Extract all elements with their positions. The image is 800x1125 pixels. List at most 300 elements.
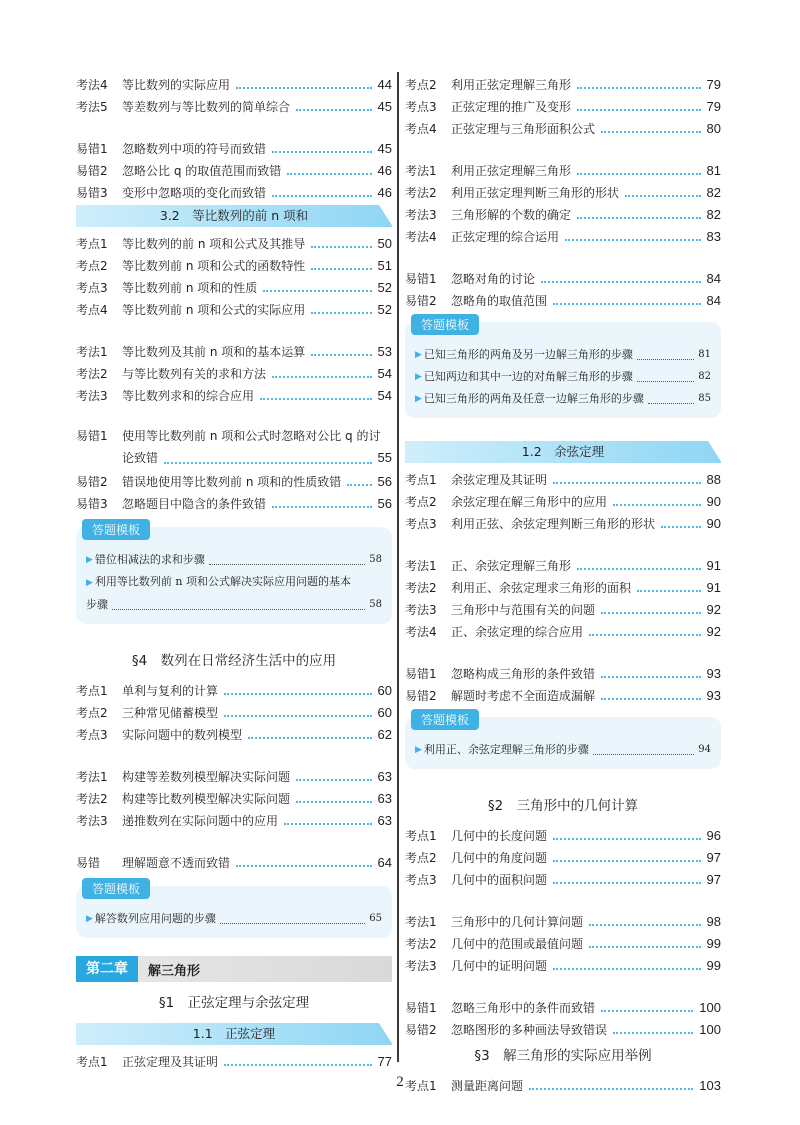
entry-tag: 考点1 bbox=[405, 829, 437, 843]
entry-tag: 考法2 bbox=[405, 937, 437, 951]
entry-tag: 考点1 bbox=[405, 1079, 437, 1093]
toc-entry[interactable] bbox=[405, 661, 721, 683]
entry-tag: 考法1 bbox=[405, 559, 437, 573]
entry-page: 99 bbox=[706, 958, 721, 973]
dot-leader bbox=[577, 217, 701, 219]
dot-leader bbox=[311, 354, 371, 356]
toc-entry[interactable] bbox=[76, 180, 392, 202]
entry-page: 62 bbox=[377, 727, 392, 742]
entry-title: 正、余弦定理解三角形 bbox=[451, 559, 572, 573]
template-item[interactable] bbox=[86, 549, 382, 571]
dot-leader bbox=[553, 482, 701, 484]
toc-entry[interactable] bbox=[405, 266, 721, 288]
entry-tag: 易错1 bbox=[405, 667, 437, 681]
entry-tag: 考法3 bbox=[76, 814, 108, 828]
entry-tag: 易错1 bbox=[76, 429, 108, 443]
answer-template-box bbox=[76, 523, 392, 624]
entry-page: 45 bbox=[377, 99, 392, 114]
entry-title: 利用正弦、余弦定理判断三角形的形状 bbox=[451, 517, 656, 531]
entry-page: 100 bbox=[699, 1022, 721, 1037]
dot-leader bbox=[347, 484, 371, 486]
entry-page: 84 bbox=[706, 293, 721, 308]
entry-tag: 考法1 bbox=[405, 915, 437, 929]
entry-tag: 考法1 bbox=[76, 770, 108, 784]
entry-page: 83 bbox=[706, 229, 721, 244]
dot-leader bbox=[272, 506, 372, 508]
entry-tag: 考法2 bbox=[76, 367, 108, 381]
toc-entry[interactable] bbox=[405, 553, 721, 575]
entry-page: 90 bbox=[706, 516, 721, 531]
section-title: §4 数列在日常经济生活中的应用 bbox=[131, 653, 337, 669]
entry-page: 97 bbox=[706, 850, 721, 865]
template-item[interactable] bbox=[415, 388, 711, 410]
entry-title: 忽略构成三角形的条件致错 bbox=[451, 667, 596, 681]
dot-leader bbox=[553, 860, 701, 862]
entry-page: 46 bbox=[377, 185, 392, 200]
dot-leader bbox=[296, 779, 372, 781]
entry-page: 91 bbox=[706, 580, 721, 595]
template-page: 58 bbox=[369, 599, 382, 610]
entry-title: 单利与复利的计算 bbox=[122, 684, 219, 698]
dot-leader bbox=[637, 359, 694, 360]
toc-entry[interactable] bbox=[76, 1049, 392, 1071]
entry-page: 98 bbox=[706, 914, 721, 929]
toc-entry[interactable] bbox=[405, 467, 721, 489]
template-text: 已知三角形的两角及另一边解三角形的步骤 bbox=[423, 348, 633, 361]
entry-title: 忽略对角的讨论 bbox=[451, 272, 536, 286]
entry-tag: 考法5 bbox=[76, 100, 108, 114]
toc-entry[interactable] bbox=[76, 700, 392, 722]
toc-entry[interactable] bbox=[76, 136, 392, 158]
entry-page: 45 bbox=[377, 141, 392, 156]
entry-title: 解题时考虑不全面造成漏解 bbox=[451, 689, 596, 703]
section-title: §2 三角形中的几何计算 bbox=[487, 798, 639, 814]
dot-leader bbox=[553, 882, 701, 884]
toc-entry[interactable] bbox=[405, 489, 721, 511]
entry-tag: 考法2 bbox=[405, 581, 437, 595]
entry-title: 正弦定理与三角形面积公式 bbox=[451, 122, 596, 136]
dot-leader bbox=[577, 109, 701, 111]
toc-entry[interactable] bbox=[76, 253, 392, 275]
entry-title: 三种常见储蓄模型 bbox=[122, 706, 219, 720]
toc-entry[interactable] bbox=[76, 297, 392, 319]
entry-page: 88 bbox=[706, 472, 721, 487]
entry-title: 测量距离问题 bbox=[451, 1079, 524, 1093]
entry-page: 82 bbox=[706, 207, 721, 222]
entry-title: 三角形中的几何计算问题 bbox=[451, 915, 584, 929]
template-item[interactable] bbox=[415, 739, 711, 761]
entry-tag: 考法3 bbox=[76, 389, 108, 403]
template-text: 解答数列应用问题的步骤 bbox=[94, 912, 216, 925]
entry-page: 55 bbox=[377, 450, 392, 465]
entry-tag: 考点4 bbox=[76, 303, 108, 317]
entry-title: 几何中的面积问题 bbox=[451, 873, 548, 887]
entry-tag: 考点2 bbox=[76, 706, 108, 720]
toc-entry[interactable] bbox=[405, 94, 721, 116]
template-text: 已知三角形的两角及任意一边解三角形的步骤 bbox=[423, 392, 644, 405]
section-bar: 1.2 余弦定理 bbox=[405, 441, 721, 463]
entry-page: 90 bbox=[706, 494, 721, 509]
entry-tag: 考点2 bbox=[76, 259, 108, 273]
answer-template-label: 答题模板 bbox=[82, 878, 150, 899]
entry-page: 64 bbox=[377, 855, 392, 870]
template-text: 利用正、余弦定理解三角形的步骤 bbox=[423, 743, 589, 756]
toc-entry[interactable] bbox=[76, 808, 392, 830]
toc-entry[interactable] bbox=[405, 597, 721, 619]
entry-title: 等比数列及其前 n 项和的基本运算 bbox=[122, 345, 306, 359]
entry-tag: 考法3 bbox=[405, 959, 437, 973]
entry-tag: 考点1 bbox=[76, 237, 108, 251]
dot-leader bbox=[553, 303, 701, 305]
template-page: 65 bbox=[369, 913, 382, 924]
entry-title: 几何中的范围或最值问题 bbox=[451, 937, 584, 951]
entry-page: 60 bbox=[377, 705, 392, 720]
answer-template-label: 答题模板 bbox=[411, 709, 479, 730]
dot-leader bbox=[589, 634, 701, 636]
dot-leader bbox=[220, 923, 365, 924]
dot-leader bbox=[589, 946, 701, 948]
entry-title: 等比数列的前 n 项和公式及其推导 bbox=[122, 237, 306, 251]
entry-tag: 考点2 bbox=[405, 78, 437, 92]
entry-page: 54 bbox=[377, 366, 392, 381]
template-text: 利用等比数列前 n 项和公式解决实际应用问题的基本 bbox=[94, 575, 351, 588]
entry-title: 等比数列前 n 项和公式的实际应用 bbox=[122, 303, 306, 317]
dot-leader bbox=[648, 403, 694, 404]
entry-page: 81 bbox=[706, 163, 721, 178]
dot-leader bbox=[661, 526, 701, 528]
dot-leader bbox=[224, 715, 372, 717]
dot-leader bbox=[236, 87, 372, 89]
section-bar: 1.1 正弦定理 bbox=[76, 1023, 392, 1045]
section-bar: 3.2 等比数列的前 n 项和 bbox=[76, 205, 392, 227]
chapter-name: 解三角形 bbox=[148, 963, 201, 979]
entry-title: 等差数列与等比数列的简单综合 bbox=[122, 100, 291, 114]
entry-tag: 考法2 bbox=[405, 186, 437, 200]
entry-title: 等比数列的实际应用 bbox=[122, 78, 231, 92]
entry-tag: 考点3 bbox=[76, 728, 108, 742]
toc-entry[interactable] bbox=[405, 953, 721, 975]
entry-title: 余弦定理在解三角形中的应用 bbox=[451, 495, 608, 509]
entry-page: 84 bbox=[706, 271, 721, 286]
dot-leader bbox=[577, 568, 701, 570]
entry-title-cont: 论致错 bbox=[122, 451, 159, 465]
entry-page: 79 bbox=[706, 99, 721, 114]
entry-page: 82 bbox=[706, 185, 721, 200]
entry-title: 忽略角的取值范围 bbox=[451, 294, 548, 308]
entry-page: 91 bbox=[706, 558, 721, 573]
triangle-icon: ▶ bbox=[86, 555, 93, 565]
template-page: 58 bbox=[369, 554, 382, 565]
entry-tag: 易错2 bbox=[405, 294, 437, 308]
entry-title: 余弦定理及其证明 bbox=[451, 473, 548, 487]
toc-entry[interactable] bbox=[405, 511, 721, 533]
dot-leader bbox=[224, 693, 372, 695]
entry-page: 92 bbox=[706, 602, 721, 617]
toc-entry[interactable] bbox=[405, 931, 721, 953]
template-item[interactable] bbox=[86, 908, 382, 930]
entry-title: 使用等比数列前 n 项和公式时忽略对公比 q 的讨 bbox=[122, 429, 381, 443]
entry-page: 92 bbox=[706, 624, 721, 639]
dot-leader bbox=[541, 281, 701, 283]
entry-title: 忽略三角形中的条件而致错 bbox=[451, 1001, 596, 1015]
dot-leader bbox=[296, 801, 372, 803]
dot-leader bbox=[296, 109, 372, 111]
dot-leader bbox=[164, 462, 372, 464]
entry-page: 63 bbox=[377, 791, 392, 806]
toc-entry[interactable] bbox=[405, 619, 721, 641]
entry-tag: 考点2 bbox=[405, 495, 437, 509]
dot-leader bbox=[601, 676, 701, 678]
entry-title: 正、余弦定理的综合应用 bbox=[451, 625, 584, 639]
template-page: 82 bbox=[698, 371, 711, 382]
entry-tag: 易错2 bbox=[405, 1023, 437, 1037]
toc-entry[interactable] bbox=[405, 158, 721, 180]
template-text: 错位相减法的求和步骤 bbox=[94, 553, 205, 566]
dot-leader bbox=[593, 754, 694, 755]
entry-page: 50 bbox=[377, 236, 392, 251]
entry-tag: 易错1 bbox=[76, 142, 108, 156]
toc-entry[interactable] bbox=[76, 678, 392, 700]
entry-title: 忽略公比 q 的取值范围而致错 bbox=[122, 164, 282, 178]
toc-entry[interactable] bbox=[405, 995, 721, 1017]
toc-entry[interactable] bbox=[76, 491, 392, 513]
dot-leader bbox=[553, 838, 701, 840]
answer-template-box bbox=[76, 882, 392, 938]
entry-title: 利用正弦定理判断三角形的形状 bbox=[451, 186, 620, 200]
triangle-icon: ▶ bbox=[415, 745, 422, 755]
entry-title: 构建等差数列模型解决实际问题 bbox=[122, 770, 291, 784]
entry-tag: 易错3 bbox=[76, 186, 108, 200]
entry-tag: 易错1 bbox=[405, 1001, 437, 1015]
dot-leader bbox=[601, 1010, 693, 1012]
entry-page: 60 bbox=[377, 683, 392, 698]
entry-page: 63 bbox=[377, 769, 392, 784]
toc-entry[interactable] bbox=[405, 224, 721, 246]
dot-leader bbox=[236, 865, 372, 867]
entry-tag: 考点4 bbox=[405, 122, 437, 136]
entry-page: 46 bbox=[377, 163, 392, 178]
toc-entry[interactable] bbox=[405, 202, 721, 224]
entry-page: 51 bbox=[377, 258, 392, 273]
entry-title: 错误地使用等比数列前 n 项和的性质致错 bbox=[122, 475, 342, 489]
dot-leader bbox=[311, 246, 371, 248]
right-column bbox=[405, 72, 721, 1095]
entry-tag: 考点3 bbox=[405, 873, 437, 887]
entry-page: 56 bbox=[377, 496, 392, 511]
dot-leader bbox=[272, 151, 372, 153]
template-item[interactable] bbox=[415, 366, 711, 388]
dot-leader bbox=[637, 590, 701, 592]
entry-title: 变形中忽略项的变化而致错 bbox=[122, 186, 267, 200]
entry-tag: 易错 bbox=[76, 856, 101, 870]
answer-template-label: 答题模板 bbox=[411, 314, 479, 335]
entry-title: 正弦定理的综合运用 bbox=[451, 230, 560, 244]
entry-tag: 易错3 bbox=[76, 497, 108, 511]
template-item[interactable] bbox=[415, 344, 711, 366]
entry-title: 利用正、余弦定理求三角形的面积 bbox=[451, 581, 632, 595]
entry-tag: 考点3 bbox=[405, 100, 437, 114]
dot-leader bbox=[311, 312, 371, 314]
entry-title: 理解题意不透而致错 bbox=[122, 856, 231, 870]
dot-leader bbox=[577, 173, 701, 175]
template-text: 已知两边和其中一边的对角解三角形的步骤 bbox=[423, 370, 633, 383]
toc-entry[interactable] bbox=[405, 72, 721, 94]
toc-entry[interactable] bbox=[76, 850, 392, 872]
toc-entry[interactable] bbox=[405, 1017, 721, 1039]
chapter-header bbox=[76, 956, 392, 982]
dot-leader bbox=[637, 381, 694, 382]
entry-page: 99 bbox=[706, 936, 721, 951]
entry-title: 实际问题中的数列模型 bbox=[122, 728, 243, 742]
entry-page: 56 bbox=[377, 474, 392, 489]
toc-entry[interactable] bbox=[76, 94, 392, 116]
entry-title: 三角形中与范围有关的问题 bbox=[451, 603, 596, 617]
entry-page: 96 bbox=[706, 828, 721, 843]
entry-tag: 考点1 bbox=[405, 473, 437, 487]
dot-leader bbox=[112, 609, 365, 610]
dot-leader bbox=[601, 698, 701, 700]
entry-page: 77 bbox=[377, 1054, 392, 1069]
entry-tag: 考法3 bbox=[405, 208, 437, 222]
toc-entry[interactable] bbox=[76, 72, 392, 94]
dot-leader bbox=[272, 376, 372, 378]
entry-title: 几何中的长度问题 bbox=[451, 829, 548, 843]
toc-entry[interactable] bbox=[405, 909, 721, 931]
entry-title: 正弦定理及其证明 bbox=[122, 1055, 219, 1069]
entry-page: 80 bbox=[706, 121, 721, 136]
section-title: §1 正弦定理与余弦定理 bbox=[158, 995, 310, 1011]
entry-title: 忽略数列中项的符号而致错 bbox=[122, 142, 267, 156]
entry-tag: 考法4 bbox=[76, 78, 108, 92]
template-page: 85 bbox=[698, 393, 711, 404]
entry-page: 93 bbox=[706, 688, 721, 703]
toc-entry[interactable] bbox=[76, 339, 392, 361]
dot-leader bbox=[263, 290, 371, 292]
triangle-icon: ▶ bbox=[86, 914, 93, 924]
entry-title: 构建等比数列模型解决实际问题 bbox=[122, 792, 291, 806]
entry-page: 63 bbox=[377, 813, 392, 828]
dot-leader bbox=[565, 239, 701, 241]
entry-title: 正弦定理的推广及变形 bbox=[451, 100, 572, 114]
toc-entry[interactable] bbox=[76, 425, 392, 469]
dot-leader bbox=[209, 564, 365, 565]
entry-tag: 考法3 bbox=[405, 603, 437, 617]
page-number: 2 bbox=[396, 1074, 404, 1090]
dot-leader bbox=[224, 1064, 372, 1066]
entry-title: 利用正弦定理解三角形 bbox=[451, 78, 572, 92]
dot-leader bbox=[601, 612, 701, 614]
dot-leader bbox=[311, 268, 371, 270]
entry-tag: 考法4 bbox=[405, 625, 437, 639]
section-title: §3 解三角形的实际应用举例 bbox=[474, 1048, 652, 1064]
toc-entry[interactable] bbox=[76, 786, 392, 808]
template-page: 81 bbox=[698, 349, 711, 360]
toc-entry[interactable] bbox=[76, 764, 392, 786]
left-column bbox=[76, 72, 392, 1071]
entry-page: 52 bbox=[377, 302, 392, 317]
entry-title: 利用正弦定理解三角形 bbox=[451, 164, 572, 178]
entry-title: 等比数列前 n 项和的性质 bbox=[122, 281, 258, 295]
entry-page: 52 bbox=[377, 280, 392, 295]
entry-tag: 考法1 bbox=[405, 164, 437, 178]
entry-tag: 考法4 bbox=[405, 230, 437, 244]
dot-leader bbox=[272, 195, 372, 197]
toc-entry[interactable] bbox=[405, 288, 721, 310]
template-item[interactable] bbox=[86, 571, 382, 616]
toc-entry[interactable] bbox=[405, 116, 721, 138]
toc-entry[interactable] bbox=[405, 823, 721, 845]
toc-entry[interactable] bbox=[76, 383, 392, 405]
dot-leader bbox=[577, 87, 701, 89]
entry-page: 103 bbox=[699, 1078, 721, 1093]
toc-entry[interactable] bbox=[76, 275, 392, 297]
entry-tag: 考点3 bbox=[76, 281, 108, 295]
entry-title: 几何中的证明问题 bbox=[451, 959, 548, 973]
toc-entry[interactable] bbox=[405, 867, 721, 889]
entry-page: 93 bbox=[706, 666, 721, 681]
entry-tag: 考法2 bbox=[76, 792, 108, 806]
dot-leader bbox=[248, 737, 372, 739]
answer-template-box bbox=[405, 713, 721, 769]
entry-title: 等比数列求和的综合应用 bbox=[122, 389, 255, 403]
chapter-number: 第二章 bbox=[76, 956, 138, 982]
entry-tag: 易错1 bbox=[405, 272, 437, 286]
dot-leader bbox=[613, 1032, 693, 1034]
entry-page: 44 bbox=[377, 77, 392, 92]
dot-leader bbox=[625, 195, 701, 197]
entry-page: 79 bbox=[706, 77, 721, 92]
entry-tag: 易错2 bbox=[76, 164, 108, 178]
entry-tag: 考点2 bbox=[405, 851, 437, 865]
entry-title: 忽略图形的多种画法导致错误 bbox=[451, 1023, 608, 1037]
toc-entry[interactable] bbox=[405, 683, 721, 705]
dot-leader bbox=[601, 131, 701, 133]
entry-tag: 考点1 bbox=[76, 1055, 108, 1069]
triangle-icon: ▶ bbox=[415, 350, 422, 360]
toc-entry[interactable] bbox=[76, 469, 392, 491]
entry-tag: 考点3 bbox=[405, 517, 437, 531]
answer-template-box bbox=[405, 318, 721, 418]
column-divider bbox=[397, 72, 399, 1062]
entry-page: 54 bbox=[377, 388, 392, 403]
toc-entry[interactable] bbox=[405, 575, 721, 597]
toc-entry[interactable] bbox=[76, 158, 392, 180]
entry-tag: 考法1 bbox=[76, 345, 108, 359]
entry-tag: 易错2 bbox=[76, 475, 108, 489]
entry-title: 与等比数列有关的求和方法 bbox=[122, 367, 267, 381]
entry-tag: 易错2 bbox=[405, 689, 437, 703]
dot-leader bbox=[287, 173, 371, 175]
toc-entry[interactable] bbox=[76, 231, 392, 253]
toc-entry[interactable] bbox=[405, 180, 721, 202]
toc-entry[interactable] bbox=[405, 845, 721, 867]
entry-title: 几何中的角度问题 bbox=[451, 851, 548, 865]
toc-entry[interactable] bbox=[76, 361, 392, 383]
triangle-icon: ▶ bbox=[415, 372, 422, 382]
template-text-cont: 步骤 bbox=[86, 598, 108, 611]
entry-page: 97 bbox=[706, 872, 721, 887]
dot-leader bbox=[589, 924, 701, 926]
entry-page: 53 bbox=[377, 344, 392, 359]
triangle-icon: ▶ bbox=[86, 578, 93, 588]
dot-leader bbox=[260, 398, 372, 400]
entry-tag: 考点1 bbox=[76, 684, 108, 698]
toc-entry[interactable] bbox=[76, 722, 392, 744]
entry-title: 递推数列在实际问题中的应用 bbox=[122, 814, 279, 828]
entry-page: 100 bbox=[699, 1000, 721, 1015]
dot-leader bbox=[284, 823, 372, 825]
template-page: 94 bbox=[698, 744, 711, 755]
